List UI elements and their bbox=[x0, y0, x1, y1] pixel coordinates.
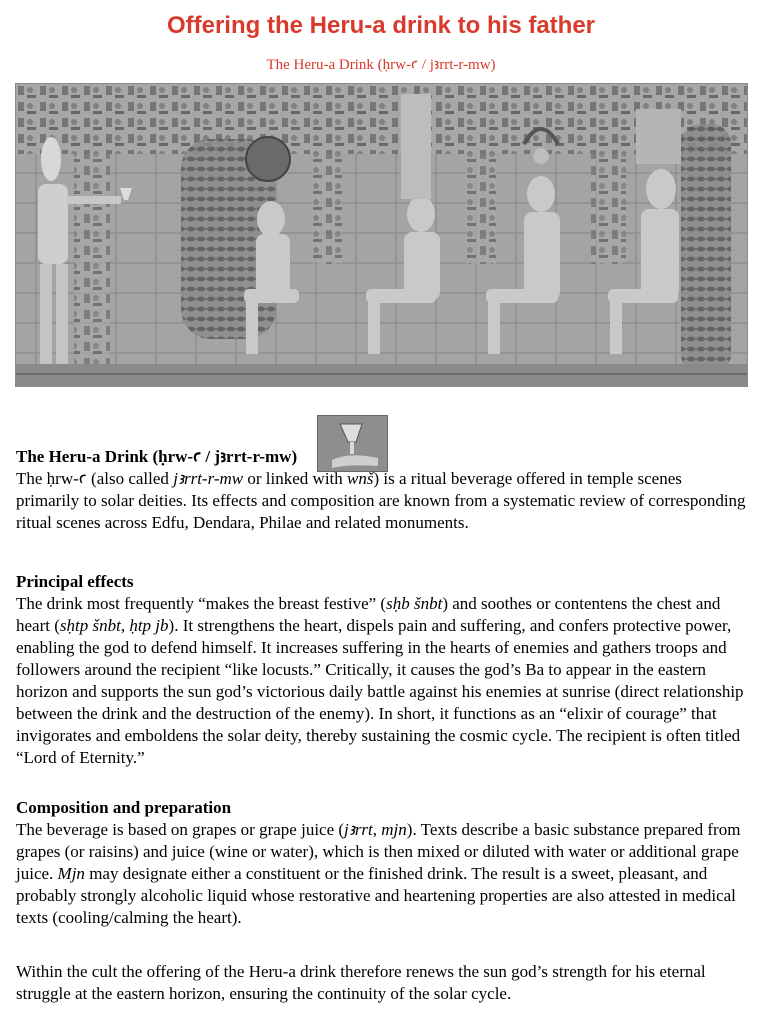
composition-paragraph: The beverage is based on grapes or grape juice (jꜣrrt, mjn). Texts describe a basic substance prepared from grapes (or raisins) and juice (wine or water), which is then mixed or diluted with water or additional grape juice. Mjn may designate either a constituent or the finished drink. The result is a sweet, pleasant, and probably strongly alcoholic liquid whose restorative and heartening properties are also attested in medical texts (cooling/calming the heart). bbox=[16, 820, 741, 927]
effects-section bbox=[16, 571, 746, 769]
temple-relief-image bbox=[15, 83, 748, 387]
page-title: Offering the Heru-a drink to his father bbox=[166, 12, 596, 39]
intro-section bbox=[16, 446, 746, 534]
page-subtitle: The Heru-a Drink (ḥrw-ꜥ / jꜣrrt-r-mw) bbox=[266, 57, 496, 73]
composition-section bbox=[16, 797, 746, 929]
conclusion-paragraph: Within the cult the offering of the Heru-a drink therefore renews the sun god’s strength for his eternal struggle at the eastern horizon, ensuring the continuity of the solar cycle. bbox=[16, 962, 706, 1003]
effects-paragraph: The drink most frequently “makes the breast festive” (sḥb šnbt) and soothes or contentens the chest and heart (sḥtp šnbt, ḥtp jb). It strengthens the heart, dispels pain and suffering, and confers protective power, enabling the god to defend himself. It increases suffering in the hearts of enemies and gathers troops and followers around the recipient “like locusts.” Critically, it causes the god’s Ba to appear in the eastern horizon and supports the sun god’s victorious daily battle against his enemies at sunrise (direct relationship between the drink and the destruction of the enemy). In short, it functions as an “elixir of courage” that invigorates and emboldens the solar deity, thereby sustaining the cosmic cycle. The recipient is often titled “Lord of Eternity.” bbox=[16, 594, 744, 767]
effects-heading: Principal effects bbox=[16, 572, 134, 591]
intro-heading: The Heru-a Drink (ḥrw-ꜥ / jꜣrrt-r-mw) bbox=[16, 447, 298, 466]
intro-paragraph: The ḥrw-ꜥ (also called jꜣrrt-r-mw or linked with wnš) is a ritual beverage offered in temple scenes primarily to solar deities. Its effects and composition are known from a systematic review of corresponding ritual scenes across Edfu, Dendara, Philae and related monuments. bbox=[16, 469, 746, 532]
conclusion-section bbox=[16, 961, 746, 1005]
composition-heading: Composition and preparation bbox=[16, 798, 232, 817]
